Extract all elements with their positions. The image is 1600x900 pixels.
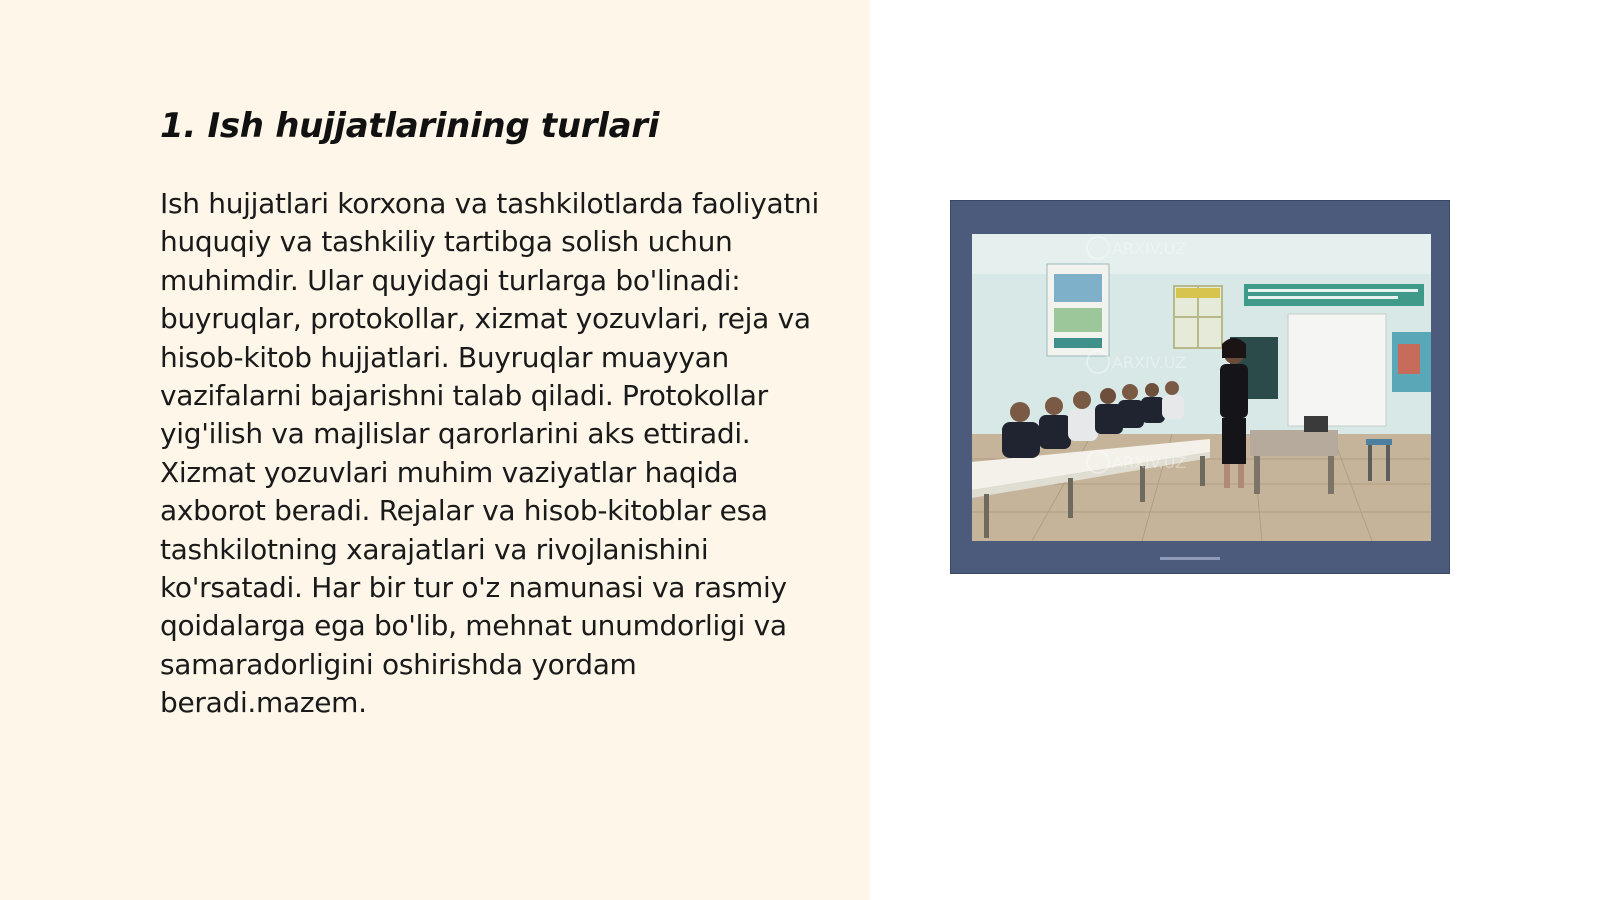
photo-caption-strip	[950, 552, 1450, 566]
classroom-photo-frame	[950, 200, 1450, 574]
photo-watermark: ARXIV.UZ	[1112, 353, 1187, 372]
classroom-photo	[972, 234, 1431, 541]
slide-title: 1. Ish hujjatlarining turlari	[160, 106, 660, 146]
photo-watermark: ARXIV.UZ	[1112, 239, 1187, 258]
slide-body-text: Ish hujjatlari korxona va tashkilotlarda faoliyatni huquqiy va tashkiliy tartibga solish uchun muhimdir. Ular quyidagi turlarga bo'linadi: buyruqlar, protokollar, xizmat yozuvlari, reja va hisob-kitob hujjatlari. Buyruqlar muayyan vazifalarni bajarishni talab qiladi. Protokollar yig'ilish va majlislar qarorlarini aks ettiradi. Xizmat yozuvlari muhim vaziyatlar haqida axborot beradi. Rejalar va hisob-kitoblar esa tashkilotning xarajatlari va rivojlanishini ko'rsatadi. Har bir tur o'z namunasi va rasmiy qoidalarga ega bo'lib, mehnat unumdorligi va samaradorligini oshirishda yordam beradi.mazem.	[160, 187, 819, 720]
photo-watermark: ARXIV.UZ	[1112, 453, 1187, 472]
